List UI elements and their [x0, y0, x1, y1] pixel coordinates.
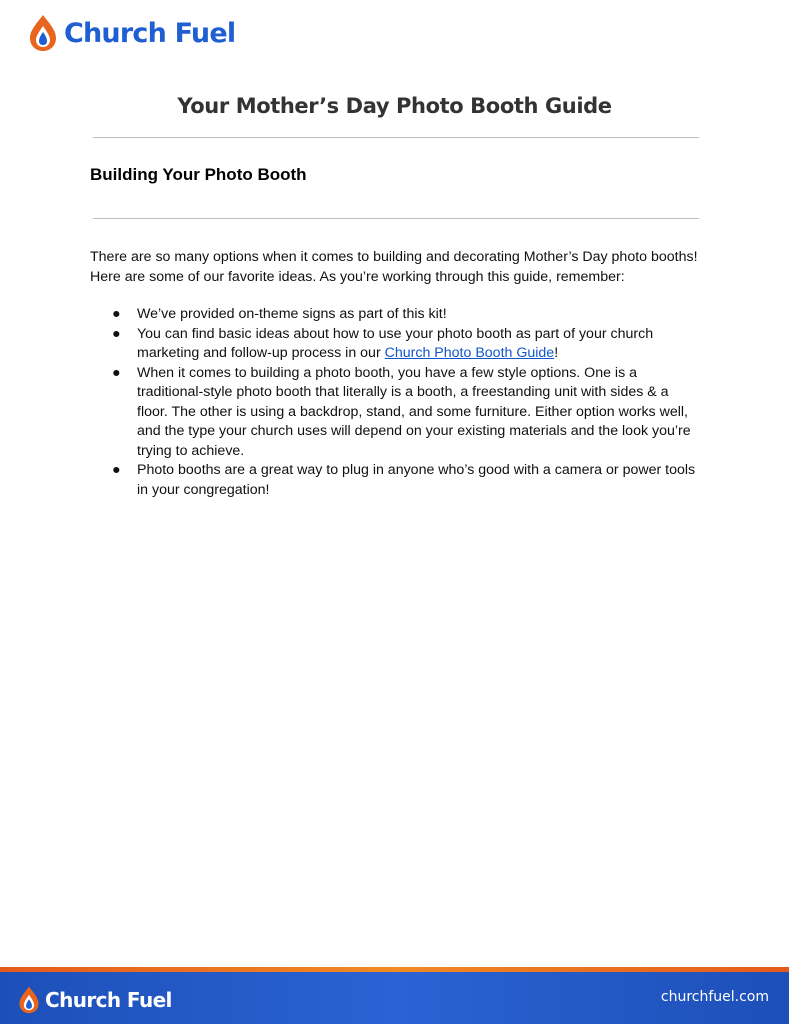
- flame-drop-icon: [18, 986, 40, 1014]
- bullet-icon: ●: [112, 462, 121, 478]
- divider-section: [93, 218, 699, 219]
- flame-drop-icon: [28, 14, 58, 52]
- header-logo: [28, 14, 235, 52]
- tips-list: [90, 305, 700, 500]
- bullet-icon: ●: [112, 364, 121, 381]
- divider-top: [93, 137, 699, 138]
- list-item-text: Photo booths are a great way to plug in anyone who’s good with a camera or power tools in your congregation!: [137, 462, 696, 498]
- bullet-icon: ●: [112, 325, 121, 342]
- list-item-text-end: !: [554, 345, 559, 361]
- bullet-icon: ●: [112, 306, 121, 322]
- list-item-text: We’ve provided on-theme signs as part of this kit!: [137, 306, 447, 322]
- list-item-text: When it comes to building a photo booth, you have a few style options. One is a traditional-style photo booth that literally is a booth, a freestanding unit with sides & a floor. The other is using a backdrop, stand, and some furniture. Either option works well, and the type your church uses will depend on your existing materials and the look you’re trying to achieve.: [137, 364, 691, 459]
- intro-paragraph: There are so many options when it comes to building and decorating Mother’s Day photo booths! Here are some of our favorite ideas. As you’re working through this guide, remember:: [90, 249, 698, 285]
- list-item: [90, 364, 700, 462]
- list-item: [90, 305, 700, 325]
- section-heading: Building Your Photo Booth: [90, 165, 307, 184]
- church-photo-booth-guide-link[interactable]: Church Photo Booth Guide: [384, 345, 555, 361]
- list-item-text: You can find basic ideas about how to use your photo booth as part of your church marketing and follow-up process in our: [137, 325, 654, 361]
- footer-logo-text: Church Fuel: [45, 988, 172, 1012]
- list-item: [90, 461, 700, 500]
- footer-bar: [0, 972, 789, 1024]
- document-title: Your Mother’s Day Photo Booth Guide: [177, 94, 612, 118]
- footer-url-link[interactable]: churchfuel.com: [660, 989, 769, 1005]
- logo-text: Church Fuel: [64, 17, 236, 49]
- footer-logo: [18, 986, 172, 1014]
- list-item: [90, 325, 700, 364]
